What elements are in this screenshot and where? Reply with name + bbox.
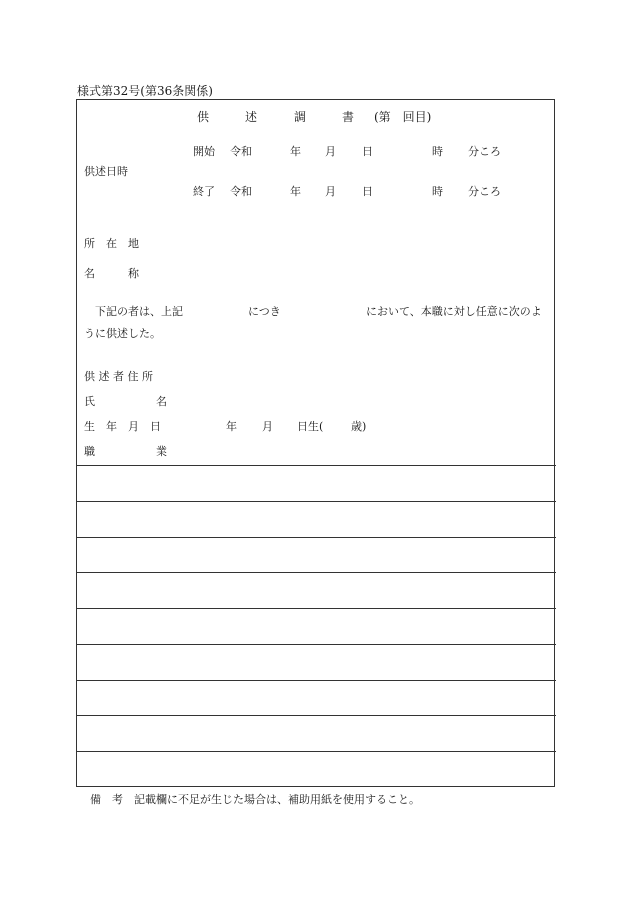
ruled-line xyxy=(76,465,556,466)
start-era: 令和 xyxy=(230,145,252,158)
start-day: 日 xyxy=(362,145,373,158)
ruled-line xyxy=(76,715,556,716)
ruled-line xyxy=(76,644,556,645)
form-header: 様式第32号(第36条関係) xyxy=(77,84,213,98)
deponent-name-label-2: 名 xyxy=(156,395,167,408)
title-char-2: 述 xyxy=(245,110,258,124)
title-char-3: 調 xyxy=(294,110,307,124)
title-count: (第 回目) xyxy=(374,110,432,124)
deponent-occupation-label-2: 業 xyxy=(156,445,167,458)
start-hour: 時 xyxy=(432,145,443,158)
end-day: 日 xyxy=(362,185,373,198)
title-char-4: 書 xyxy=(342,110,355,124)
deponent-birth-year: 年 xyxy=(226,420,237,433)
datetime-label: 供述日時 xyxy=(84,165,128,178)
footer-note: 備 考 記載欄に不足が生じた場合は、補助用紙を使用すること。 xyxy=(90,793,420,806)
ruled-line xyxy=(76,751,556,752)
end-era: 令和 xyxy=(230,185,252,198)
title-char-1: 供 xyxy=(197,110,210,124)
ruled-line xyxy=(76,537,556,538)
location-address-label: 所 在 地 xyxy=(84,237,139,250)
ruled-line xyxy=(76,572,556,573)
start-year: 年 xyxy=(290,145,301,158)
statement-line2: うに供述した。 xyxy=(84,327,161,340)
end-prefix: 終了 xyxy=(193,185,215,198)
deponent-occupation-label-1: 職 xyxy=(84,445,95,458)
deponent-birth-day: 日生( xyxy=(297,420,324,433)
deponent-birth-label: 生 年 月 日 xyxy=(84,420,161,433)
deponent-birth-month: 月 xyxy=(262,420,273,433)
start-minute: 分ころ xyxy=(468,145,501,158)
end-minute: 分ころ xyxy=(468,185,501,198)
ruled-line xyxy=(76,680,556,681)
ruled-line xyxy=(76,608,556,609)
form-frame xyxy=(76,99,555,787)
deponent-address-label: 供 述 者 住 所 xyxy=(84,370,153,383)
ruled-line xyxy=(76,501,556,502)
statement-line1-a: 下記の者は、上記 xyxy=(95,305,183,318)
end-year: 年 xyxy=(290,185,301,198)
statement-line1-b: につき xyxy=(248,305,281,318)
end-hour: 時 xyxy=(432,185,443,198)
deponent-birth-age: 歳) xyxy=(351,420,367,433)
start-prefix: 開始 xyxy=(193,145,215,158)
deponent-name-label-1: 氏 xyxy=(84,395,95,408)
location-name-label: 名 称 xyxy=(84,267,139,280)
statement-line1-c: において、本職に対し任意に次のよ xyxy=(366,305,542,318)
start-month: 月 xyxy=(325,145,336,158)
end-month: 月 xyxy=(325,185,336,198)
